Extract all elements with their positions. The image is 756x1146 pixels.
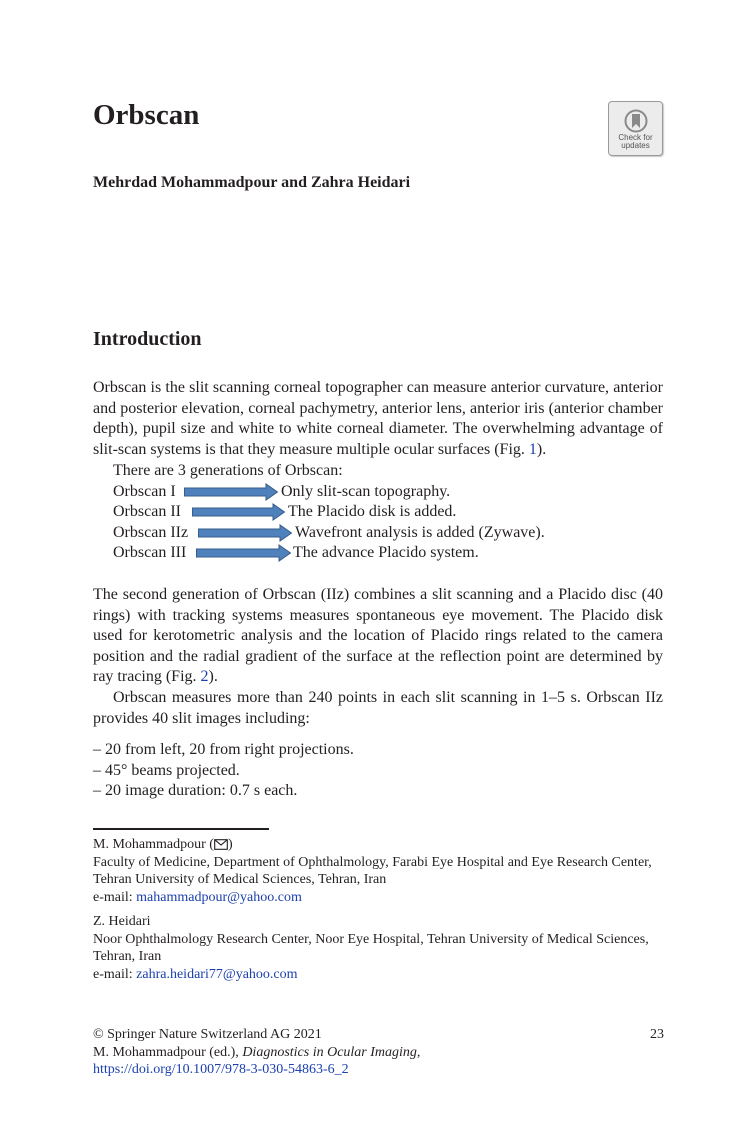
chapter-authors: Mehrdad Mohammadpour and Zahra Heidari	[93, 174, 411, 191]
generation-row	[113, 543, 673, 563]
affiliation-address: Noor Ophthalmology Research Center, Noor Eye Hospital, Tehran University of Medical Sciences, Tehran, Iran	[93, 931, 649, 964]
badge-line-2: updates	[621, 141, 650, 150]
generations-intro: There are 3 generations of Orbscan:	[113, 462, 343, 479]
figure-2-link[interactable]: 2	[200, 668, 209, 686]
crossmark-icon	[624, 109, 648, 133]
generation-row	[113, 482, 673, 502]
list-item: – 20 image duration: 0.7 s each.	[93, 782, 298, 800]
generation-row	[113, 502, 673, 522]
p1-text: Orbscan is the slit scanning corneal topographer can measure anterior curvature, anterior and posterior elevation, corneal pachymetry, anterior lens, anterior iris (anterior chamber depth), pupil size and white to white corneal diameter. The overwhelming advantage of slit-scan systems is that they measure multiple ocular surfaces (Fig.	[93, 379, 663, 458]
doi-link[interactable]: https://doi.org/10.1007/978-3-030-54863-6_2	[93, 1062, 349, 1077]
generation-name: Orbscan III	[113, 544, 187, 561]
affiliation-mohammadpour	[93, 836, 663, 906]
footnote-divider	[93, 828, 269, 830]
generation-name: Orbscan I	[113, 483, 176, 500]
arrow-right-icon	[184, 483, 278, 501]
generation-description: The Placido disk is added.	[288, 503, 457, 520]
generation-row	[113, 523, 673, 543]
list-item: – 20 from left, 20 from right projections.	[93, 741, 354, 758]
p2-text: The second generation of Orbscan (IIz) combines a slit scanning and a Placido disc (40 rings) with tracking systems measures spontaneous eye movement. The Placido disk used for kerotometric analysis and the location of Placido rings related to the camera position and the radial gradient of the surface at the reflection point are determined by ray tracing (Fig.	[93, 586, 663, 686]
projection-list	[93, 740, 354, 802]
email-label: e-mail:	[93, 966, 137, 982]
arrow-right-icon	[192, 503, 285, 521]
badge-line-1: Check for	[618, 133, 653, 142]
intro-paragraph-3: Orbscan measures more than 240 points in each slit scanning in 1–5 s. Orbscan IIz provides 40 slit images including:	[93, 689, 663, 727]
figure-1-link[interactable]: 1	[528, 440, 537, 458]
copyright-footer	[93, 1026, 420, 1079]
citation-prefix: M. Mohammadpour (ed.),	[93, 1044, 243, 1060]
email-label: e-mail:	[93, 889, 137, 905]
author-name: M. Mohammadpour (	[93, 837, 214, 852]
generation-description: The advance Placido system.	[293, 544, 479, 561]
generation-description: Wavefront analysis is added (Zywave).	[295, 524, 545, 541]
author-name-end: )	[227, 837, 233, 852]
arrow-right-icon	[198, 524, 292, 542]
email-link[interactable]: mahammadpour@yahoo.com	[136, 889, 302, 905]
p1-text-end: ).	[536, 440, 547, 458]
email-link[interactable]: zahra.heidari77@yahoo.com	[136, 966, 298, 982]
author-name: Z. Heidari	[93, 914, 151, 929]
affiliation-address: Faculty of Medicine, Department of Ophthalmology, Farabi Eye Hospital and Eye Research Center, Tehran University of Medical Sciences, Tehran, Iran	[93, 854, 652, 887]
generation-name: Orbscan II	[113, 503, 181, 520]
generation-name: Orbscan IIz	[113, 524, 189, 541]
arrow-right-icon	[196, 544, 291, 562]
envelope-icon	[214, 839, 228, 850]
list-item: – 45° beams projected.	[93, 761, 240, 779]
check-for-updates-badge[interactable]	[608, 101, 663, 156]
intro-paragraph-2	[93, 585, 663, 688]
affiliation-heidari	[93, 913, 663, 983]
book-title: Diagnostics in Ocular Imaging	[242, 1044, 417, 1060]
intro-paragraph-1	[93, 378, 663, 460]
chapter-title: Orbscan	[93, 99, 200, 131]
p2-text-end: ).	[208, 668, 218, 686]
generation-description: Only slit-scan topography.	[281, 483, 451, 500]
copyright: © Springer Nature Switzerland AG 2021	[93, 1027, 322, 1042]
citation-suffix: ,	[416, 1044, 421, 1060]
page-number: 23	[650, 1027, 664, 1042]
section-heading: Introduction	[93, 328, 202, 350]
